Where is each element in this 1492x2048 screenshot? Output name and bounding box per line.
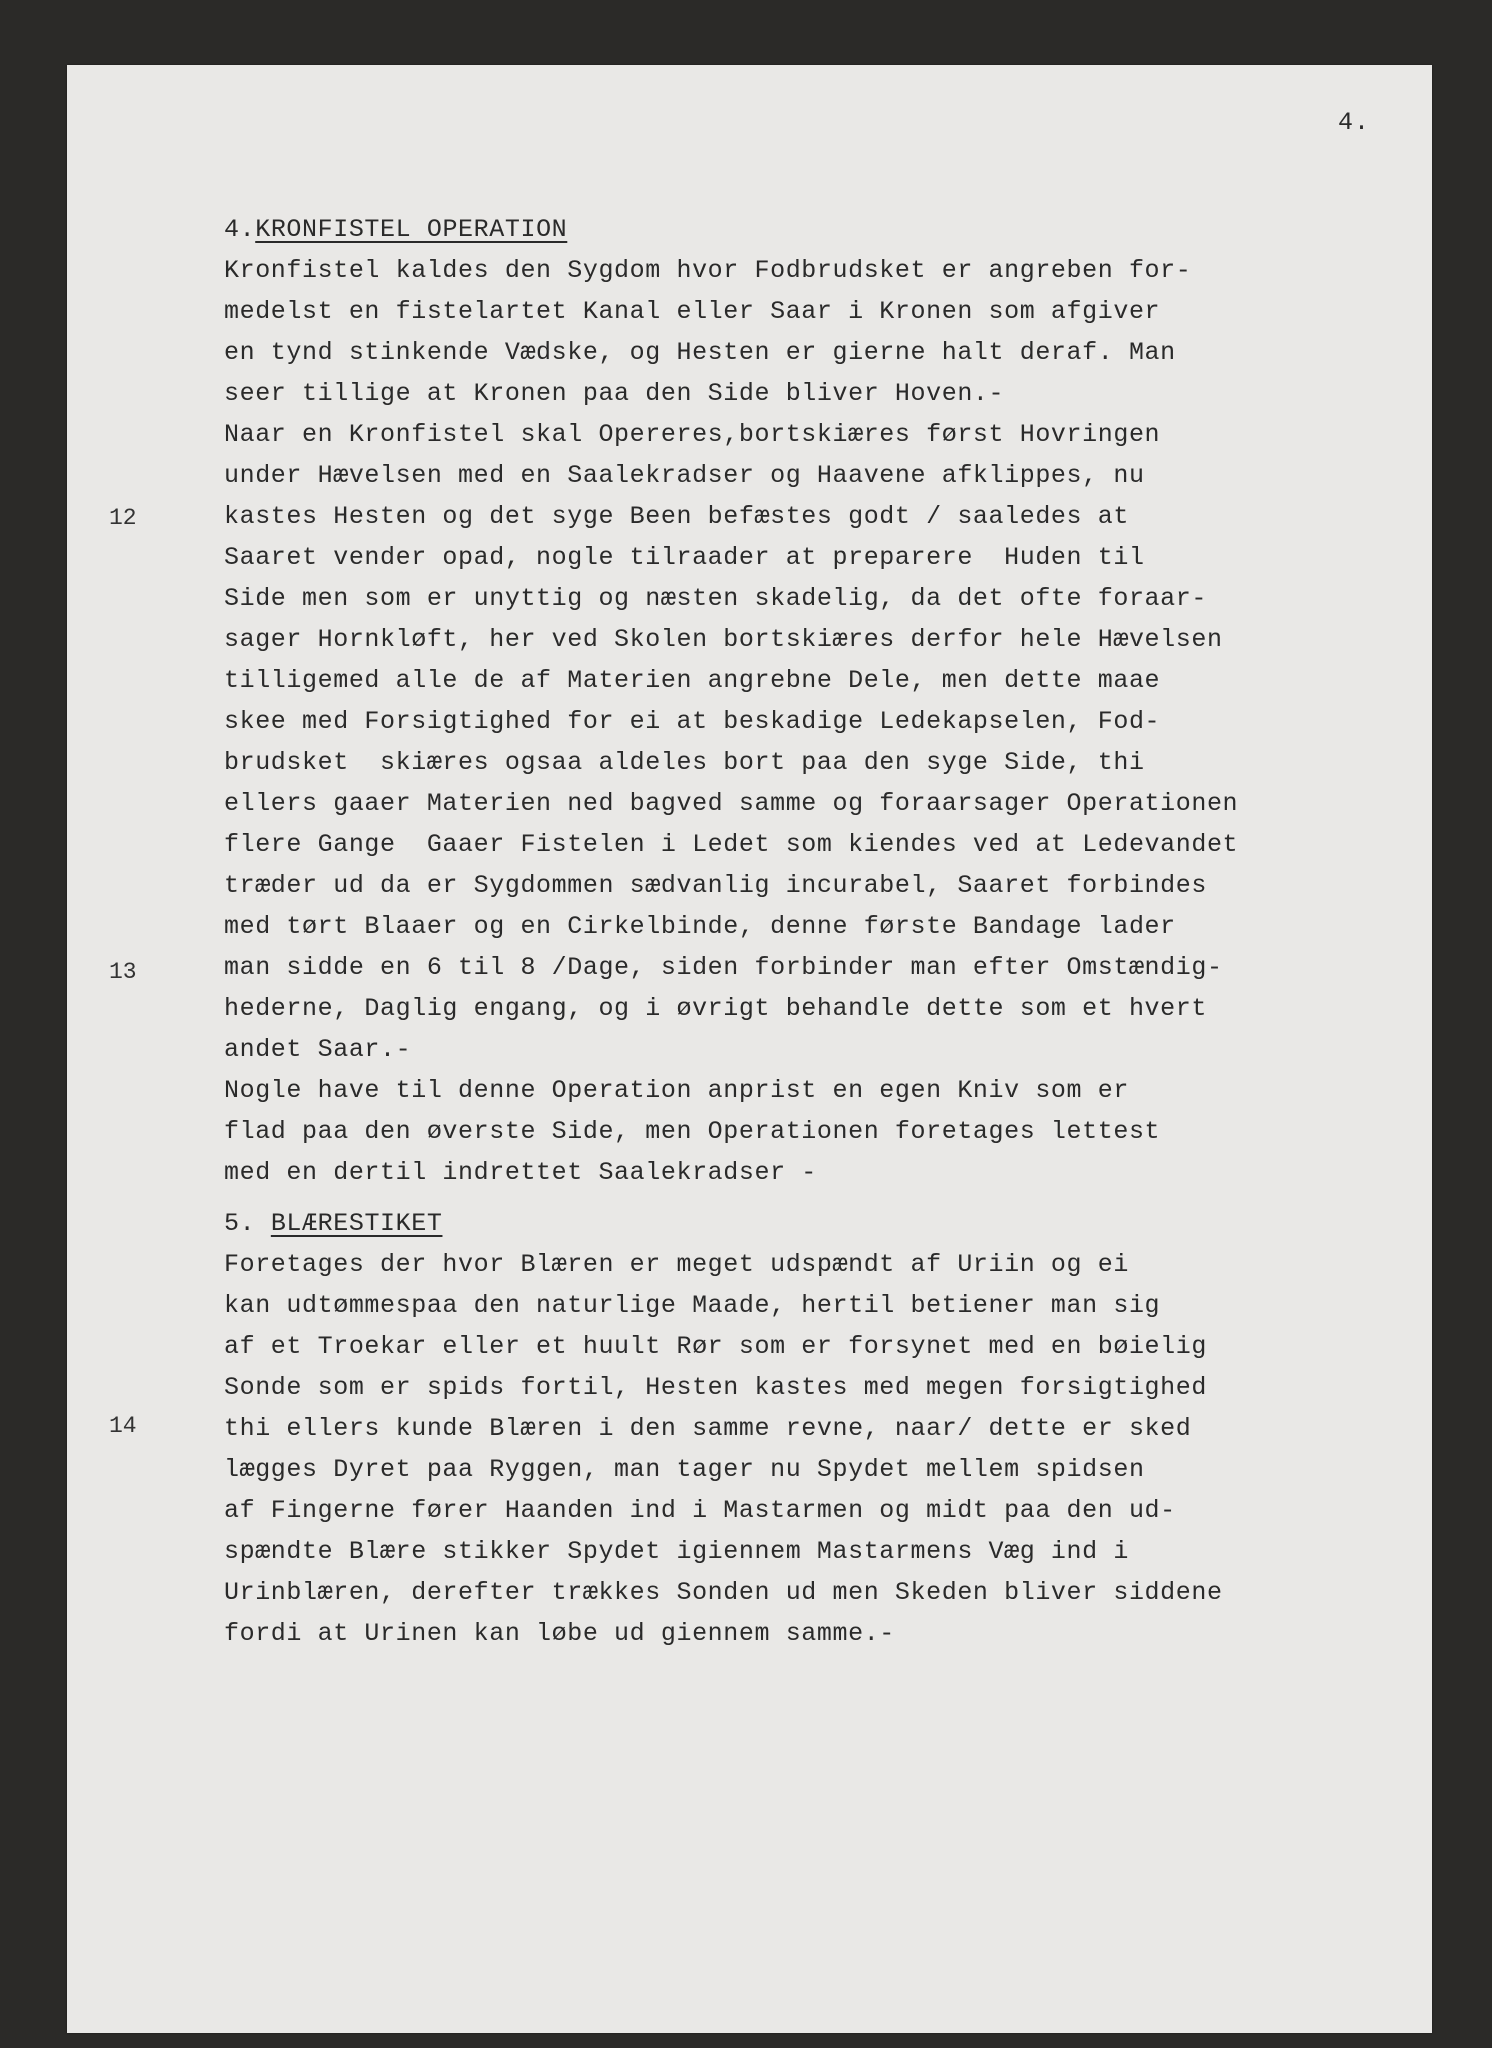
text-line: kastes Hesten og det syge Been befæstes godt / saaledes at: [224, 502, 1129, 531]
text-line: Sonde som er spids fortil, Hesten kastes med megen forsigtighed: [224, 1373, 1207, 1402]
text-line: ellers gaaer Materien ned bagved samme og foraarsager Operationen: [224, 789, 1239, 818]
section-heading: [224, 215, 567, 244]
section-number: 5.: [224, 1209, 256, 1238]
text-line: med tørt Blaaer og en Cirkelbinde, denne første Bandage lader: [224, 912, 1176, 941]
text-line: andet Saar.-: [224, 1035, 412, 1064]
text-line: hederne, Daglig engang, og i øvrigt behandle dette som et hvert: [224, 994, 1207, 1023]
text-line: fordi at Urinen kan løbe ud giennem samme.-: [224, 1619, 895, 1648]
text-line: med en dertil indrettet Saalekradser -: [224, 1158, 817, 1187]
text-line: Saaret vender opad, nogle tilraader at preparere Huden til: [224, 543, 1145, 572]
margin-note: 13: [109, 959, 137, 985]
text-line: af et Troekar eller et huult Rør som er forsynet med en bøielig: [224, 1332, 1207, 1361]
text-line: en tynd stinkende Vædske, og Hesten er gierne halt deraf. Man: [224, 338, 1176, 367]
text-line: under Hævelsen med en Saalekradser og Haavene afklippes, nu: [224, 461, 1145, 490]
text-line: Naar en Kronfistel skal Opereres,bortskiæres først Hovringen: [224, 420, 1161, 449]
margin-note: 14: [109, 1413, 137, 1439]
text-line: flere Gange Gaaer Fistelen i Ledet som kiendes ved at Ledevandet: [224, 830, 1239, 859]
text-line: af Fingerne fører Haanden ind i Mastarmen og midt paa den ud-: [224, 1496, 1176, 1525]
text-line: spændte Blære stikker Spydet igiennem Mastarmens Væg ind i: [224, 1537, 1129, 1566]
text-line: kan udtømmespaa den naturlige Maade, hertil betiener man sig: [224, 1291, 1161, 1320]
text-line: Side men som er unyttig og næsten skadelig, da det ofte foraar-: [224, 584, 1207, 613]
text-line: brudsket skiæres ogsaa aldeles bort paa den syge Side, thi: [224, 748, 1145, 777]
section-title: KRONFISTEL OPERATION: [255, 215, 568, 244]
text-line: seer tillige at Kronen paa den Side bliver Hoven.-: [224, 379, 1005, 408]
text-line: Kronfistel kaldes den Sygdom hvor Fodbrudsket er angreben for-: [224, 256, 1192, 285]
text-line: skee med Forsigtighed for ei at beskadige Ledekapselen, Fod-: [224, 707, 1161, 736]
text-line: flad paa den øverste Side, men Operationen foretages lettest: [224, 1117, 1161, 1146]
text-line: medelst en fistelartet Kanal eller Saar i Kronen som afgiver: [224, 297, 1161, 326]
text-line: Nogle have til denne Operation anprist en egen Kniv som er: [224, 1076, 1129, 1105]
text-line: man sidde en 6 til 8 /Dage, siden forbinder man efter Omstændig-: [224, 953, 1223, 982]
section-heading: [224, 1209, 442, 1238]
text-line: træder ud da er Sygdommen sædvanlig incurabel, Saaret forbindes: [224, 871, 1207, 900]
text-line: tilligemed alle de af Materien angrebne Dele, men dette maae: [224, 666, 1161, 695]
text-line: Foretages der hvor Blæren er meget udspændt af Uriin og ei: [224, 1250, 1129, 1279]
margin-note: 12: [109, 505, 137, 531]
text-line: lægges Dyret paa Ryggen, man tager nu Spydet mellem spidsen: [224, 1455, 1145, 1484]
text-line: thi ellers kunde Blæren i den samme revne, naar/ dette er sked: [224, 1414, 1192, 1443]
text-line: Urinblæren, derefter trækkes Sonden ud men Skeden bliver siddene: [224, 1578, 1223, 1607]
text-line: sager Hornkløft, her ved Skolen bortskiæres derfor hele Hævelsen: [224, 625, 1223, 654]
section-number: 4.: [224, 215, 256, 244]
section-title: BLÆRESTIKET: [270, 1209, 443, 1238]
page-number: 4.: [1338, 108, 1371, 137]
